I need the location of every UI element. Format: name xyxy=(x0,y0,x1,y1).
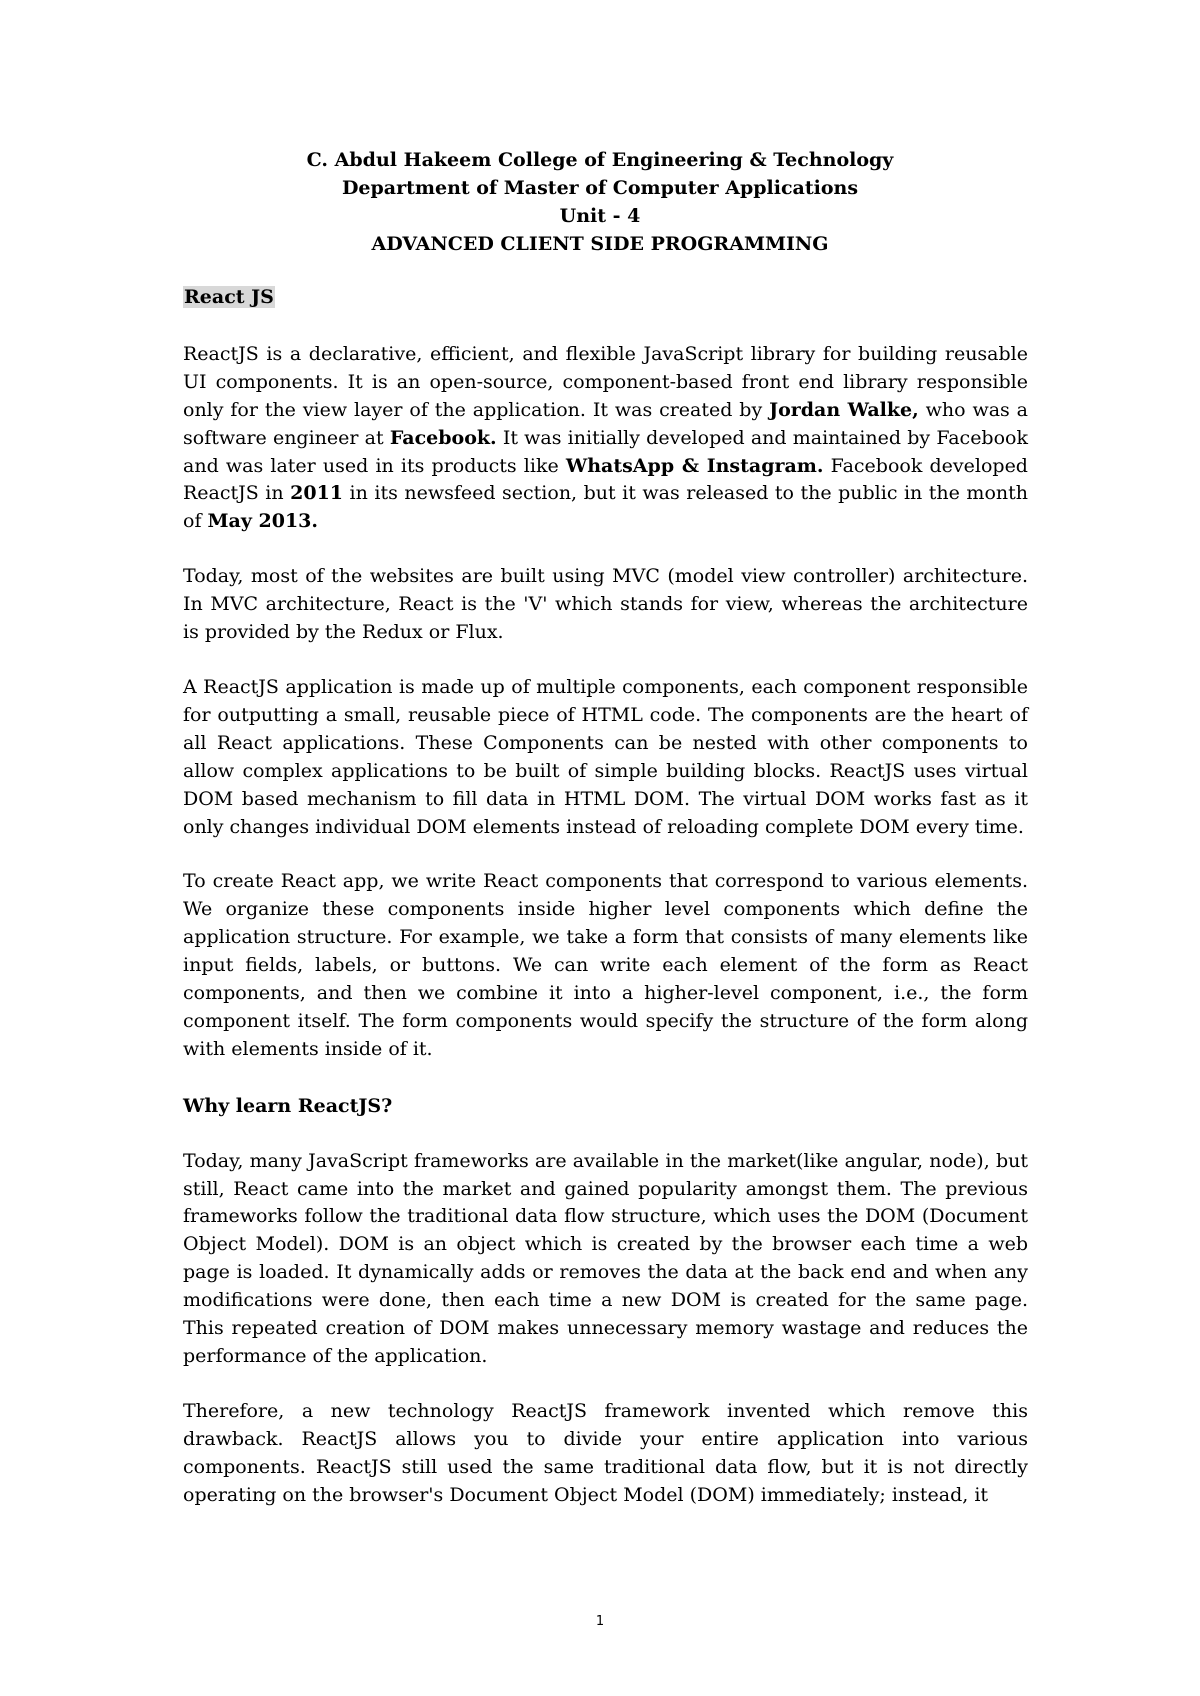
bold-whatsapp-instagram: WhatsApp & Instagram. xyxy=(565,454,824,477)
section-heading-react-js xyxy=(183,284,1028,312)
text-run: Facebook developed ReactJS in xyxy=(183,454,1028,505)
paragraph-components: A ReactJS application is made up of multiple components, each component responsible for outputting a small, reusable piece of HTML code. The components are the heart of all React applications. These Components can be nested with other components to allow complex applications to be built of simple building blocks. ReactJS uses virtual DOM based mechanism to fill data in HTML DOM. The virtual DOM works fast as it only changes individual DOM elements instead of reloading complete DOM every time. xyxy=(183,675,1028,838)
section-heading-why-learn: Why learn ReactJS? xyxy=(183,1094,393,1117)
paragraph-therefore: Therefore, a new technology ReactJS framework invented which remove this drawback. ReactJS allows you to divide your entire application into various components. ReactJS still used the same traditional data flow, but it is not directly operating on the browser's Document Object Model (DOM) immediately; instead, it xyxy=(183,1399,1028,1506)
paragraph-create-app: To create React app, we write React components that correspond to various elements. We organize these components inside higher level components which define the application structure. For example, we take a form that consists of many elements like input fields, labels, or buttons. We can write each element of the form as React components, and then we combine it into a higher-level component, i.e., the form component itself. The form components would specify the structure of the form along with elements inside of it. xyxy=(183,870,1028,1060)
unit-label: Unit - 4 xyxy=(559,205,641,227)
paragraph-why-learn: Today, many JavaScript frameworks are available in the market(like angular, node), but still, React came into the market and gained popularity amongst them. The previous frameworks follow the traditional data flow structure, which uses the DOM (Document Object Model). DOM is an object which is created by the browser each time a web page is loaded. It dynamically adds or removes the data at the back end and when any modifications were done, then each time a new DOM is created for the same page. This repeated creation of DOM makes unnecessary memory wastage and reduces the performance of the application. xyxy=(183,1149,1028,1367)
bold-facebook: Facebook. xyxy=(389,426,497,449)
bold-jordan-walke: Jordan Walke, xyxy=(769,398,919,421)
department-name: Department of Master of Computer Applications xyxy=(341,177,859,199)
document-body xyxy=(183,284,1028,1510)
subject-title: ADVANCED CLIENT SIDE PROGRAMMING xyxy=(371,233,829,255)
bold-year-2011: 2011 xyxy=(290,482,344,505)
college-name: C. Abdul Hakeem College of Engineering & Technology xyxy=(306,149,894,171)
paragraph-mvc: Today, most of the websites are built using MVC (model view controller) architecture. In MVC architecture, React is the 'V' which stands for view, whereas the architecture is provided by the Redux or Flux. xyxy=(183,565,1028,644)
bold-may-2013: May 2013. xyxy=(207,510,319,533)
highlighted-heading-text: React JS xyxy=(184,286,274,308)
text-run: in its newsfeed section, but it was released to the public in the month of xyxy=(183,482,1028,533)
page-number: 1 xyxy=(595,1614,605,1629)
paragraph-react-intro xyxy=(183,341,1028,536)
text-run: who was a software engineer at xyxy=(183,398,1029,449)
text-run: It was initially developed and maintained by Facebook and was later used in its products like xyxy=(183,426,1028,477)
document-header xyxy=(0,146,1200,258)
text-run: ReactJS is a declarative, efficient, and flexible JavaScript library for building reusable UI components. It is an open-source, component-based front end library responsible only for the view layer of the application. It was created by xyxy=(183,342,1028,421)
